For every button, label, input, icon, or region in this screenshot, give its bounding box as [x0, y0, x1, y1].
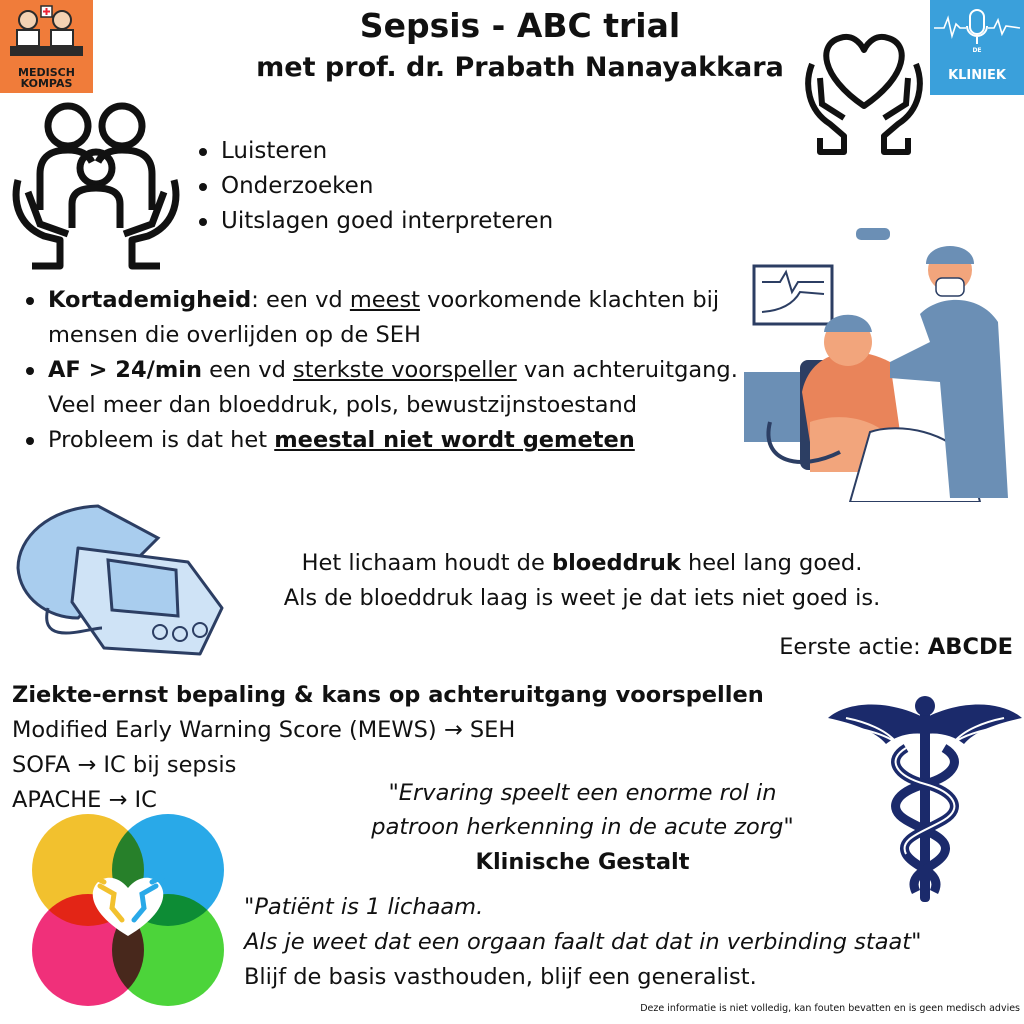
- severity-heading: Ziekte-ernst bepaling & kans op achteruitgang voorspellen: [12, 682, 764, 708]
- list-item: Uitslagen goed interpreteren: [195, 204, 553, 239]
- venn-hands-icon: [30, 812, 226, 1008]
- text-span: Het lichaam houdt de: [301, 550, 552, 576]
- first-action-label: Eerste actie:: [779, 634, 928, 660]
- caduceus-icon: [826, 688, 1024, 902]
- medisch-kompas-label: MEDISCH KOMPAS: [18, 66, 75, 90]
- doctor-patient-illustration: [740, 222, 1018, 502]
- blood-pressure-monitor-icon: [8, 498, 232, 664]
- bold-term: bloeddruk: [551, 550, 681, 576]
- kliniek-label: KLINIEK: [948, 68, 1006, 83]
- page-title: Sepsis - ABC trial: [359, 6, 681, 45]
- intro-bullet-list: [195, 134, 553, 239]
- quote-line: Blijf de basis vasthouden, blijf een generalist.: [244, 964, 757, 990]
- de-label: DE: [972, 47, 982, 54]
- quote-line: "Ervaring speelt een enorme rol in: [388, 780, 777, 806]
- list-item: [22, 283, 742, 353]
- medisch-kompas-logo: [0, 0, 93, 93]
- underlined-term: sterkste voorspeller: [293, 357, 517, 383]
- experience-quote: [310, 776, 855, 844]
- page-subtitle: met prof. dr. Prabath Nanayakkara: [256, 52, 784, 83]
- quote-line: patroon herkenning in de acute zorg": [371, 814, 794, 840]
- bold-term: Kortademigheid: [48, 287, 252, 313]
- heart-hands-icon: [800, 14, 928, 156]
- list-item: [22, 353, 742, 423]
- first-action-value: ABCDE: [927, 634, 1013, 660]
- list-item: [22, 423, 742, 458]
- list-item: Modified Early Warning Score (MEWS) → SEH: [12, 717, 516, 743]
- disclaimer: Deze informatie is niet volledig, kan fouten bevatten en is geen medisch advies: [640, 1003, 1020, 1014]
- microphone-icon: [930, 0, 1024, 50]
- list-item: Luisteren: [195, 134, 553, 169]
- text-span: : een vd: [251, 287, 350, 313]
- text-line: [232, 546, 932, 581]
- text-span: Probleem is dat het: [48, 427, 275, 453]
- text-span: een vd: [202, 357, 294, 383]
- doctors-illustration: [0, 0, 93, 70]
- blood-pressure-text: [232, 546, 932, 616]
- underlined-term: meest: [349, 287, 421, 313]
- first-action: [620, 630, 1013, 665]
- list-item: SOFA → IC bij sepsis: [12, 752, 237, 778]
- text-span: heel lang goed.: [680, 550, 863, 576]
- text-line: Als de bloeddruk laag is weet je dat iets niet goed is.: [283, 585, 881, 611]
- quote-line: Als je weet dat een orgaan faalt dat dat in verbinding staat": [244, 929, 922, 955]
- text-span: voorkomende klachten bij mensen die overlijden op de SEH: [48, 287, 720, 348]
- list-item: APACHE → IC: [12, 787, 157, 813]
- main-bullet-list: [22, 283, 742, 458]
- bold-underlined-term: meestal niet wordt gemeten: [274, 427, 635, 453]
- list-item: Onderzoeken: [195, 169, 553, 204]
- bold-term: AF > 24/min: [48, 357, 203, 383]
- text-span: van achteruitgang. Veel meer dan bloeddruk, pols, bewustzijnstoestand: [48, 357, 738, 418]
- klinische-gestalt-label: Klinische Gestalt: [475, 849, 690, 875]
- de-kliniek-logo: [930, 0, 1024, 95]
- patient-quote: [244, 890, 1024, 995]
- family-care-icon: [10, 100, 182, 270]
- quote-line: "Patiënt is 1 lichaam.: [244, 894, 484, 920]
